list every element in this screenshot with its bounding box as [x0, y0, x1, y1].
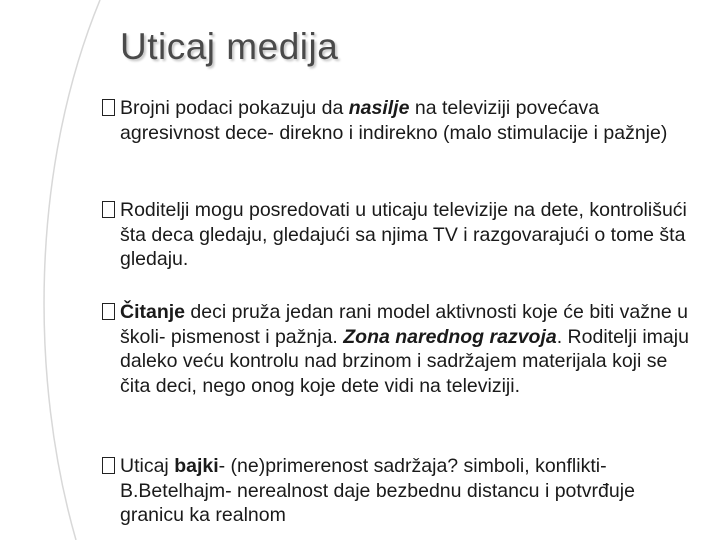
bullet-text: Brojni podaci pokazuju da nasilje na televiziji povećava agresivnost dece- direkno i indirekno (malo stimulacije i pažnje): [120, 97, 668, 144]
bullet-box-icon: [102, 201, 115, 218]
bullet-text: Čitanje deci pruža jedan rani model aktivnosti koje će biti važne u školi- pismenost i pažnja. Zona narednog razvoja. Roditelji imaju daleko veću kontrolu nad brzinom i sadržajem materijala koji se čita deci, nego onog koje dete vidi na televiziji.: [120, 301, 689, 397]
bullet-item: [102, 96, 702, 145]
bullet-box-icon: [102, 99, 115, 116]
bullet-box-icon: [102, 303, 115, 320]
bullet-item: [102, 198, 702, 272]
bullet-text: Uticaj bajki- (ne)primerenost sadržaja? simboli, konflikti- B.Betelhajm- nerealnost daje bezbednu distancu i potvrđuje granicu ka realnom: [120, 455, 635, 526]
bullet-text: Roditelji mogu posredovati u uticaju televizije na dete, kontrolišući šta deca gledaju, gledajući sa njima TV i razgovarajući o tome šta gledaju.: [120, 199, 687, 270]
bullet-box-icon: [102, 457, 115, 474]
slide-title: Uticaj medija: [120, 26, 339, 67]
bullet-item: [102, 454, 702, 528]
bullet-item: [102, 300, 702, 398]
